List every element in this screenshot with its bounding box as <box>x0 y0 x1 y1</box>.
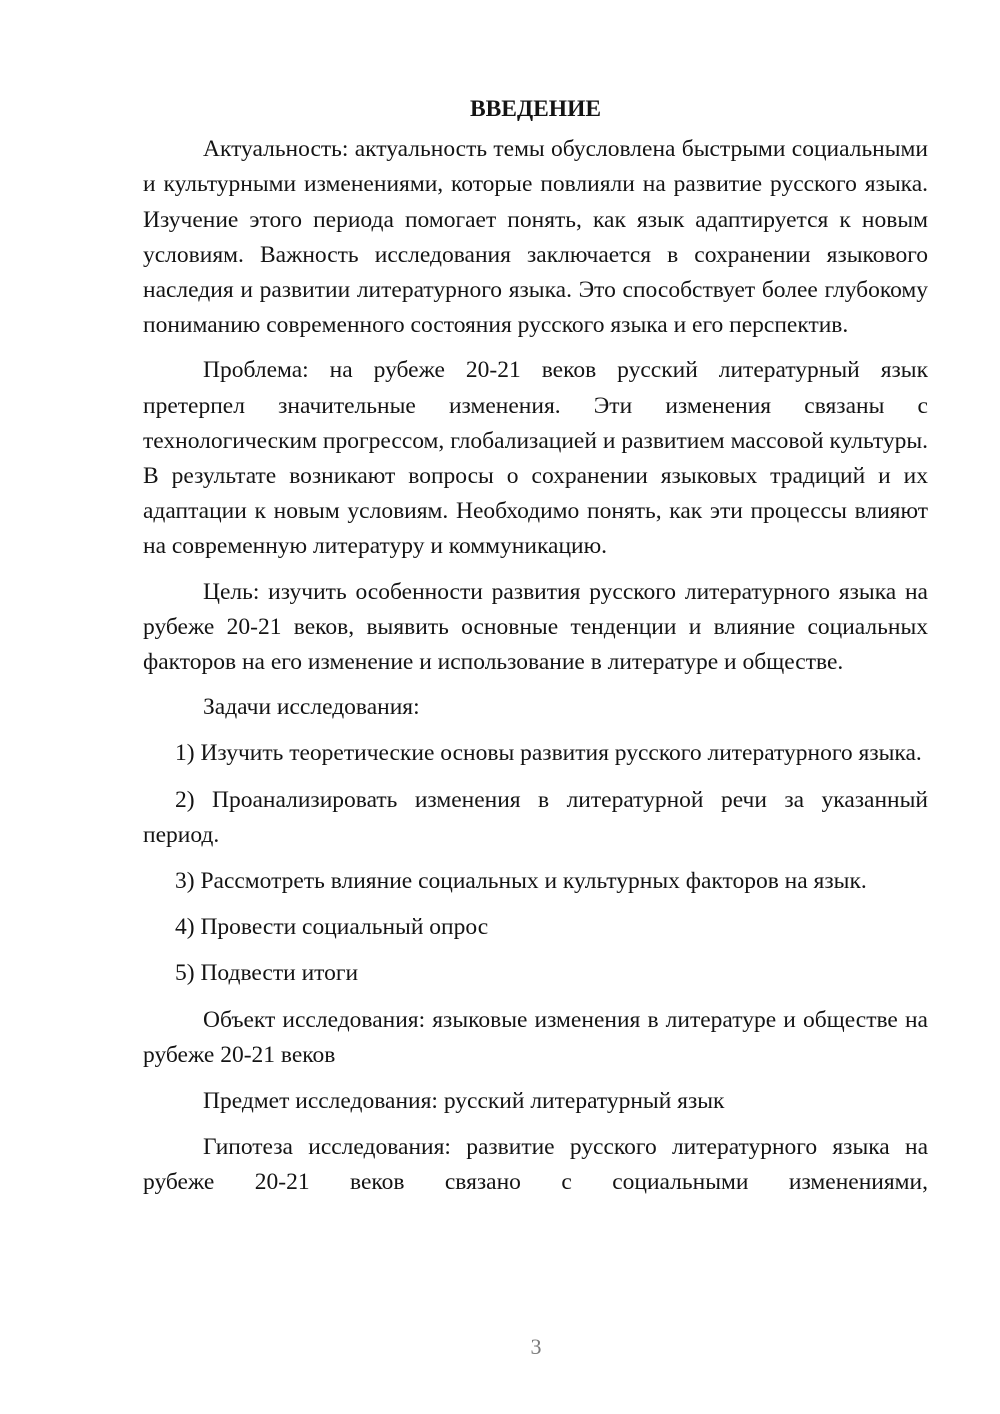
tasks-heading: Задачи исследования: <box>203 694 420 721</box>
paragraph-object: Объект исследования: языковые изменения в литературе и обществе на рубеже 20-21 веков <box>143 1006 928 1068</box>
task-item: 5) Подвести итоги <box>175 960 359 987</box>
task-item: 3) Рассмотреть влияние социальных и культурных факторов на язык. <box>175 868 867 895</box>
task-item: 2) Проанализировать изменения в литературной речи за указанный период. <box>143 786 928 848</box>
task-item: 1) Изучить теоретические основы развития русского литературного языка. <box>175 740 922 767</box>
page-number: 3 <box>530 1334 542 1359</box>
paragraph-goal: Цель: изучить особенности развития русского литературного языка на рубеже 20-21 веков, выявить основные тенденции и влияние социальных факторов на его изменение и использование в литературе и обществе. <box>143 578 928 676</box>
paragraph-problem: Проблема: на рубеже 20-21 веков русский литературный язык претерпел значительные изменения. Эти изменения связаны с технологическим прогрессом, глобализацией и развитием массовой культуры. В результате возникают вопросы о сохранении языковых традиций и их адаптации к новым условиям. Необходимо понять, как эти процессы влияют на современную литературу и коммуникацию. <box>143 357 928 560</box>
task-item: 4) Провести социальный опрос <box>175 914 489 941</box>
paragraph-subject: Предмет исследования: русский литературный язык <box>203 1088 725 1115</box>
paragraph-hypothesis: Гипотеза исследования: развитие русского литературного языка на рубеже 20-21 веков связано с социальными изменениями, <box>143 1134 928 1196</box>
page-content <box>143 92 928 1201</box>
paragraph-relevance: Актуальность: актуальность темы обусловлена быстрыми социальными и культурными изменениями, которые повлияли на развитие русского языка. Изучение этого периода помогает понять, как язык адаптируется к новым условиям. Важность исследования заключается в сохранении языкового наследия и развитии литературного языка. Это способствует более глубокому пониманию современного состояния русского языка и его перспектив. <box>143 136 928 339</box>
section-title: ВВЕДЕНИЕ <box>469 96 602 122</box>
